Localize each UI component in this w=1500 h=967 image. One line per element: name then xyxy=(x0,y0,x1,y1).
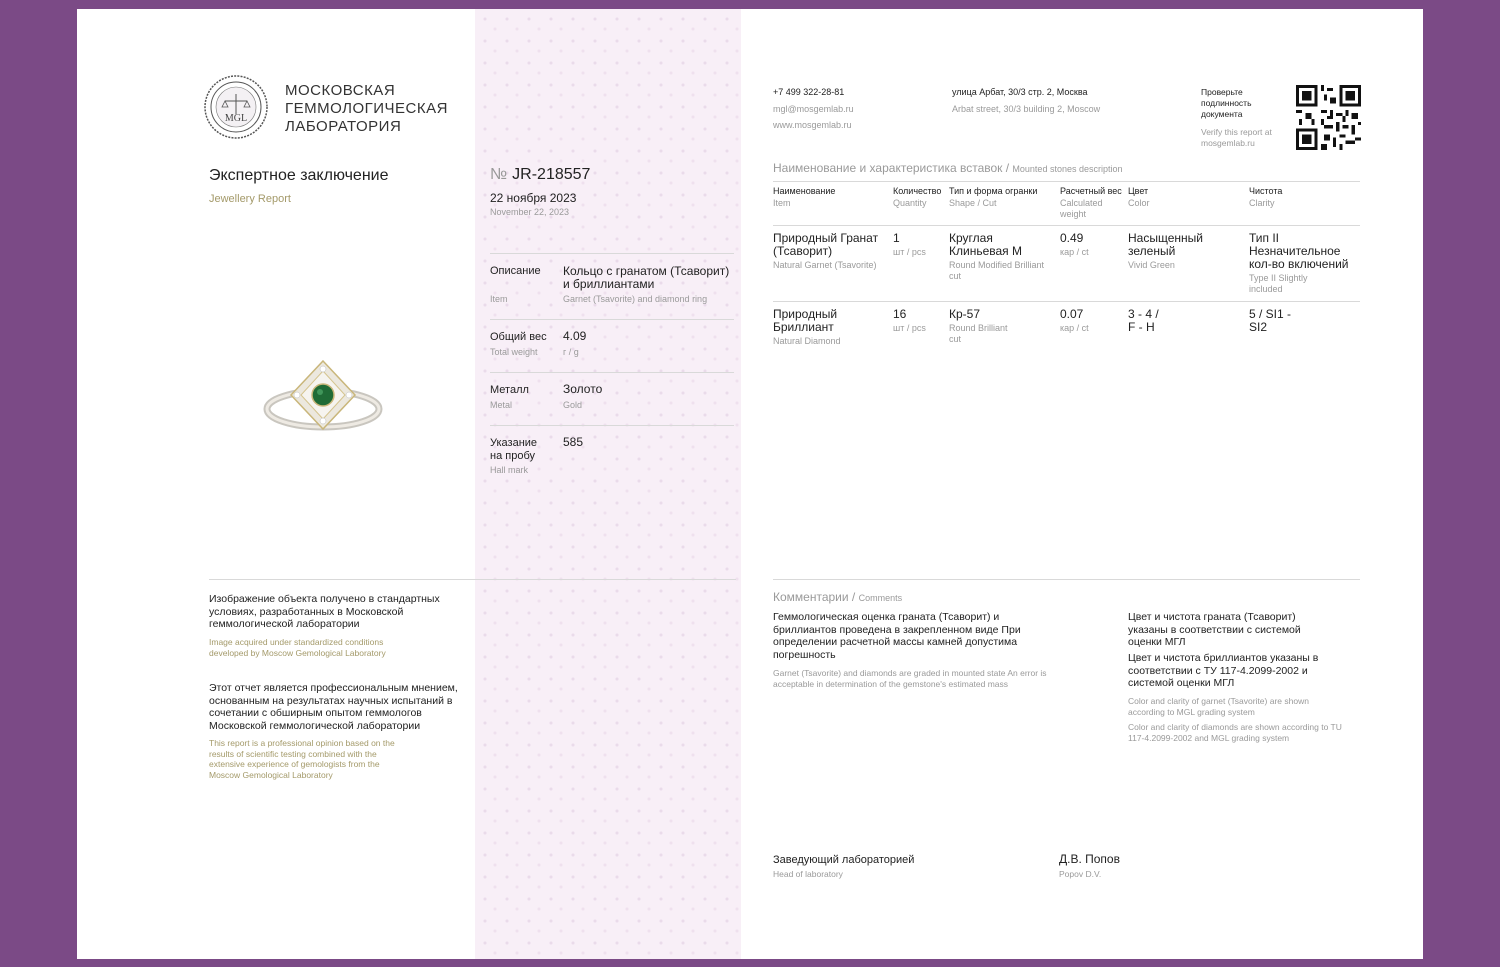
comment-3-en: Color and clarity of diamonds are shown according to TU 117-4.2099-2002 and MGL grading system xyxy=(1128,722,1342,743)
detail-value-en: Gold xyxy=(563,400,583,410)
stone-color: 3 - 4 / F - H xyxy=(1128,307,1159,334)
disclaimer: Этот отчет является профессиональным мнением, основанным на результатах научных испытаний в сочетании с обширным опытом геммологов Московской геммологической лаборатории xyxy=(209,682,458,732)
comment-2: Цвет и чистота граната (Тсаворит) указаны в соответствии с системой оценки МГЛ xyxy=(1128,611,1301,648)
divider xyxy=(773,225,1360,226)
detail-label: Описание xyxy=(490,265,541,277)
stone-item: Природный Бриллиант xyxy=(773,307,838,334)
seal-text: MGL xyxy=(224,113,248,124)
divider xyxy=(490,425,734,426)
signature-name: Д.В. Попов xyxy=(1059,852,1120,866)
detail-value: Кольцо с гранатом (Тсаворит) и бриллиантами xyxy=(563,264,730,291)
lab-name-line: ГЕММОЛОГИЧЕСКАЯ xyxy=(285,100,448,117)
signature-role: Заведующий лабораторией xyxy=(773,854,915,866)
stone-qty-unit: шт / pcs xyxy=(893,323,926,333)
detail-value: 4.09 xyxy=(563,329,587,343)
ring-photo xyxy=(263,357,383,435)
divider xyxy=(773,579,1360,580)
signature-name-en: Popov D.V. xyxy=(1059,869,1102,879)
detail-label: Металл xyxy=(490,384,529,396)
stone-cut-en: Round Modified Brilliant cut xyxy=(949,260,1045,281)
divider xyxy=(773,301,1360,302)
report-number-value: JR-218557 xyxy=(512,166,591,183)
detail-label: Общий вес xyxy=(490,331,547,343)
lab-name-line: МОСКОВСКАЯ xyxy=(285,82,396,99)
detail-label-en: Metal xyxy=(490,400,513,410)
divider xyxy=(209,579,736,580)
col-header: Расчетный вес xyxy=(1060,186,1122,196)
verify-text-en: Verify this report at mosgemlab.ru xyxy=(1201,127,1272,148)
stone-clarity: 5 / SI1 - SI2 xyxy=(1249,307,1292,334)
stone-clarity-en: Type II Slightly included xyxy=(1249,273,1308,294)
stones-title-en: Mounted stones description xyxy=(1012,164,1123,174)
stones-title: Наименование и характеристика вставок / xyxy=(773,161,1010,175)
stone-qty: 16 xyxy=(893,307,907,321)
number-sign: № xyxy=(490,166,508,183)
contact-site: www.mosgemlab.ru xyxy=(773,120,852,130)
col-header-en: Quantity xyxy=(893,198,927,208)
contact-phone: +7 499 322-28-81 xyxy=(773,87,845,97)
report-number xyxy=(490,166,590,184)
comment-1-en: Garnet (Tsavorite) and diamonds are graded in mounted state An error is acceptable in determination of the gemstone's estimated mass xyxy=(773,668,1047,689)
contact-email: mgl@mosgemlab.ru xyxy=(773,104,854,114)
comment-1: Геммологическая оценка граната (Тсаворит) и бриллиантов проведена в закрепленном виде При определении расчетной массы камней допустима погрешность xyxy=(773,611,1021,661)
divider xyxy=(490,253,734,254)
col-header-en: Clarity xyxy=(1249,198,1275,208)
report-subtitle: Jewellery Report xyxy=(209,193,291,205)
verify-text: Проверьте подлинность документа xyxy=(1201,87,1252,119)
report-title: Экспертное заключение xyxy=(209,167,389,184)
stone-color-en: Vivid Green xyxy=(1128,260,1175,270)
report-date-en: November 22, 2023 xyxy=(490,207,570,217)
comments-title-ru: Комментарии / xyxy=(773,590,856,604)
stone-cut: Кр-57 xyxy=(949,307,981,321)
signature-role-en: Head of laboratory xyxy=(773,869,843,879)
qr-code[interactable] xyxy=(1296,85,1361,150)
divider xyxy=(490,372,734,373)
comments-title xyxy=(773,590,902,604)
detail-label-en: Hall mark xyxy=(490,465,529,475)
stone-cut: Круглая Клиньевая М xyxy=(949,231,1022,258)
detail-label-en: Item xyxy=(490,294,508,304)
col-header-en: Item xyxy=(773,198,791,208)
stone-weight-unit: кар / ct xyxy=(1060,323,1089,333)
stones-section-title xyxy=(773,161,1123,175)
security-pattern-band xyxy=(475,9,741,959)
col-header-en: Shape / Cut xyxy=(949,198,997,208)
comment-3: Цвет и чистота бриллиантов указаны в соответствии с ТУ 117-4.2099-2002 и системой оценки МГЛ xyxy=(1128,652,1319,689)
stone-weight: 0.07 xyxy=(1060,307,1084,321)
detail-value: 585 xyxy=(563,435,584,449)
stone-item: Природный Гранат (Тсаворит) xyxy=(773,231,879,258)
lab-name-line: ЛАБОРАТОРИЯ xyxy=(285,118,402,135)
detail-label-en: Total weight xyxy=(490,347,538,357)
stone-weight-unit: кар / ct xyxy=(1060,247,1089,257)
detail-value: Золото xyxy=(563,382,603,396)
comments-title-en: Comments xyxy=(858,593,903,603)
stone-clarity: Тип II Незначительное кол-во включений xyxy=(1249,231,1349,271)
image-note-en: Image acquired under standardized conditions developed by Moscow Gemological Laboratory xyxy=(209,637,386,658)
detail-value-en: г / g xyxy=(563,347,579,357)
stone-cut-en: Round Brilliant cut xyxy=(949,323,1008,344)
lab-name xyxy=(285,82,485,136)
stone-color: Насыщенный зеленый xyxy=(1128,231,1203,258)
col-header: Наименование xyxy=(773,186,836,196)
detail-value-en: Garnet (Tsavorite) and diamond ring xyxy=(563,294,708,304)
report-date: 22 ноября 2023 xyxy=(490,191,577,205)
col-header-en: Color xyxy=(1128,198,1150,208)
disclaimer-en: This report is a professional opinion based on the results of scientific testing combined with the extensive experience of gemologists from the Moscow Gemological Laboratory xyxy=(209,738,395,780)
col-header: Чистота xyxy=(1249,186,1283,196)
stone-qty: 1 xyxy=(893,231,900,245)
contact-address-en: Arbat street, 30/3 building 2, Moscow xyxy=(952,104,1101,114)
stone-qty-unit: шт / pcs xyxy=(893,247,926,257)
col-header-en: Calculated weight xyxy=(1060,198,1103,219)
col-header: Количество xyxy=(893,186,942,196)
report-sheet xyxy=(77,9,1423,959)
divider xyxy=(773,181,1360,182)
divider xyxy=(490,319,734,320)
col-header: Тип и форма огранки xyxy=(949,186,1038,196)
comment-2-en: Color and clarity of garnet (Tsavorite) are shown according to MGL grading system xyxy=(1128,696,1309,717)
image-note: Изображение объекта получено в стандартных условиях, разработанных в Московской геммологической лаборатории xyxy=(209,593,440,630)
contact-address: улица Арбат, 30/3 стр. 2, Москва xyxy=(952,87,1088,97)
detail-label: Указание на пробу xyxy=(490,437,538,462)
mgl-seal-logo xyxy=(203,74,269,140)
stone-item-en: Natural Diamond xyxy=(773,336,841,346)
stone-weight: 0.49 xyxy=(1060,231,1084,245)
stone-item-en: Natural Garnet (Tsavorite) xyxy=(773,260,877,270)
col-header: Цвет xyxy=(1128,186,1149,196)
